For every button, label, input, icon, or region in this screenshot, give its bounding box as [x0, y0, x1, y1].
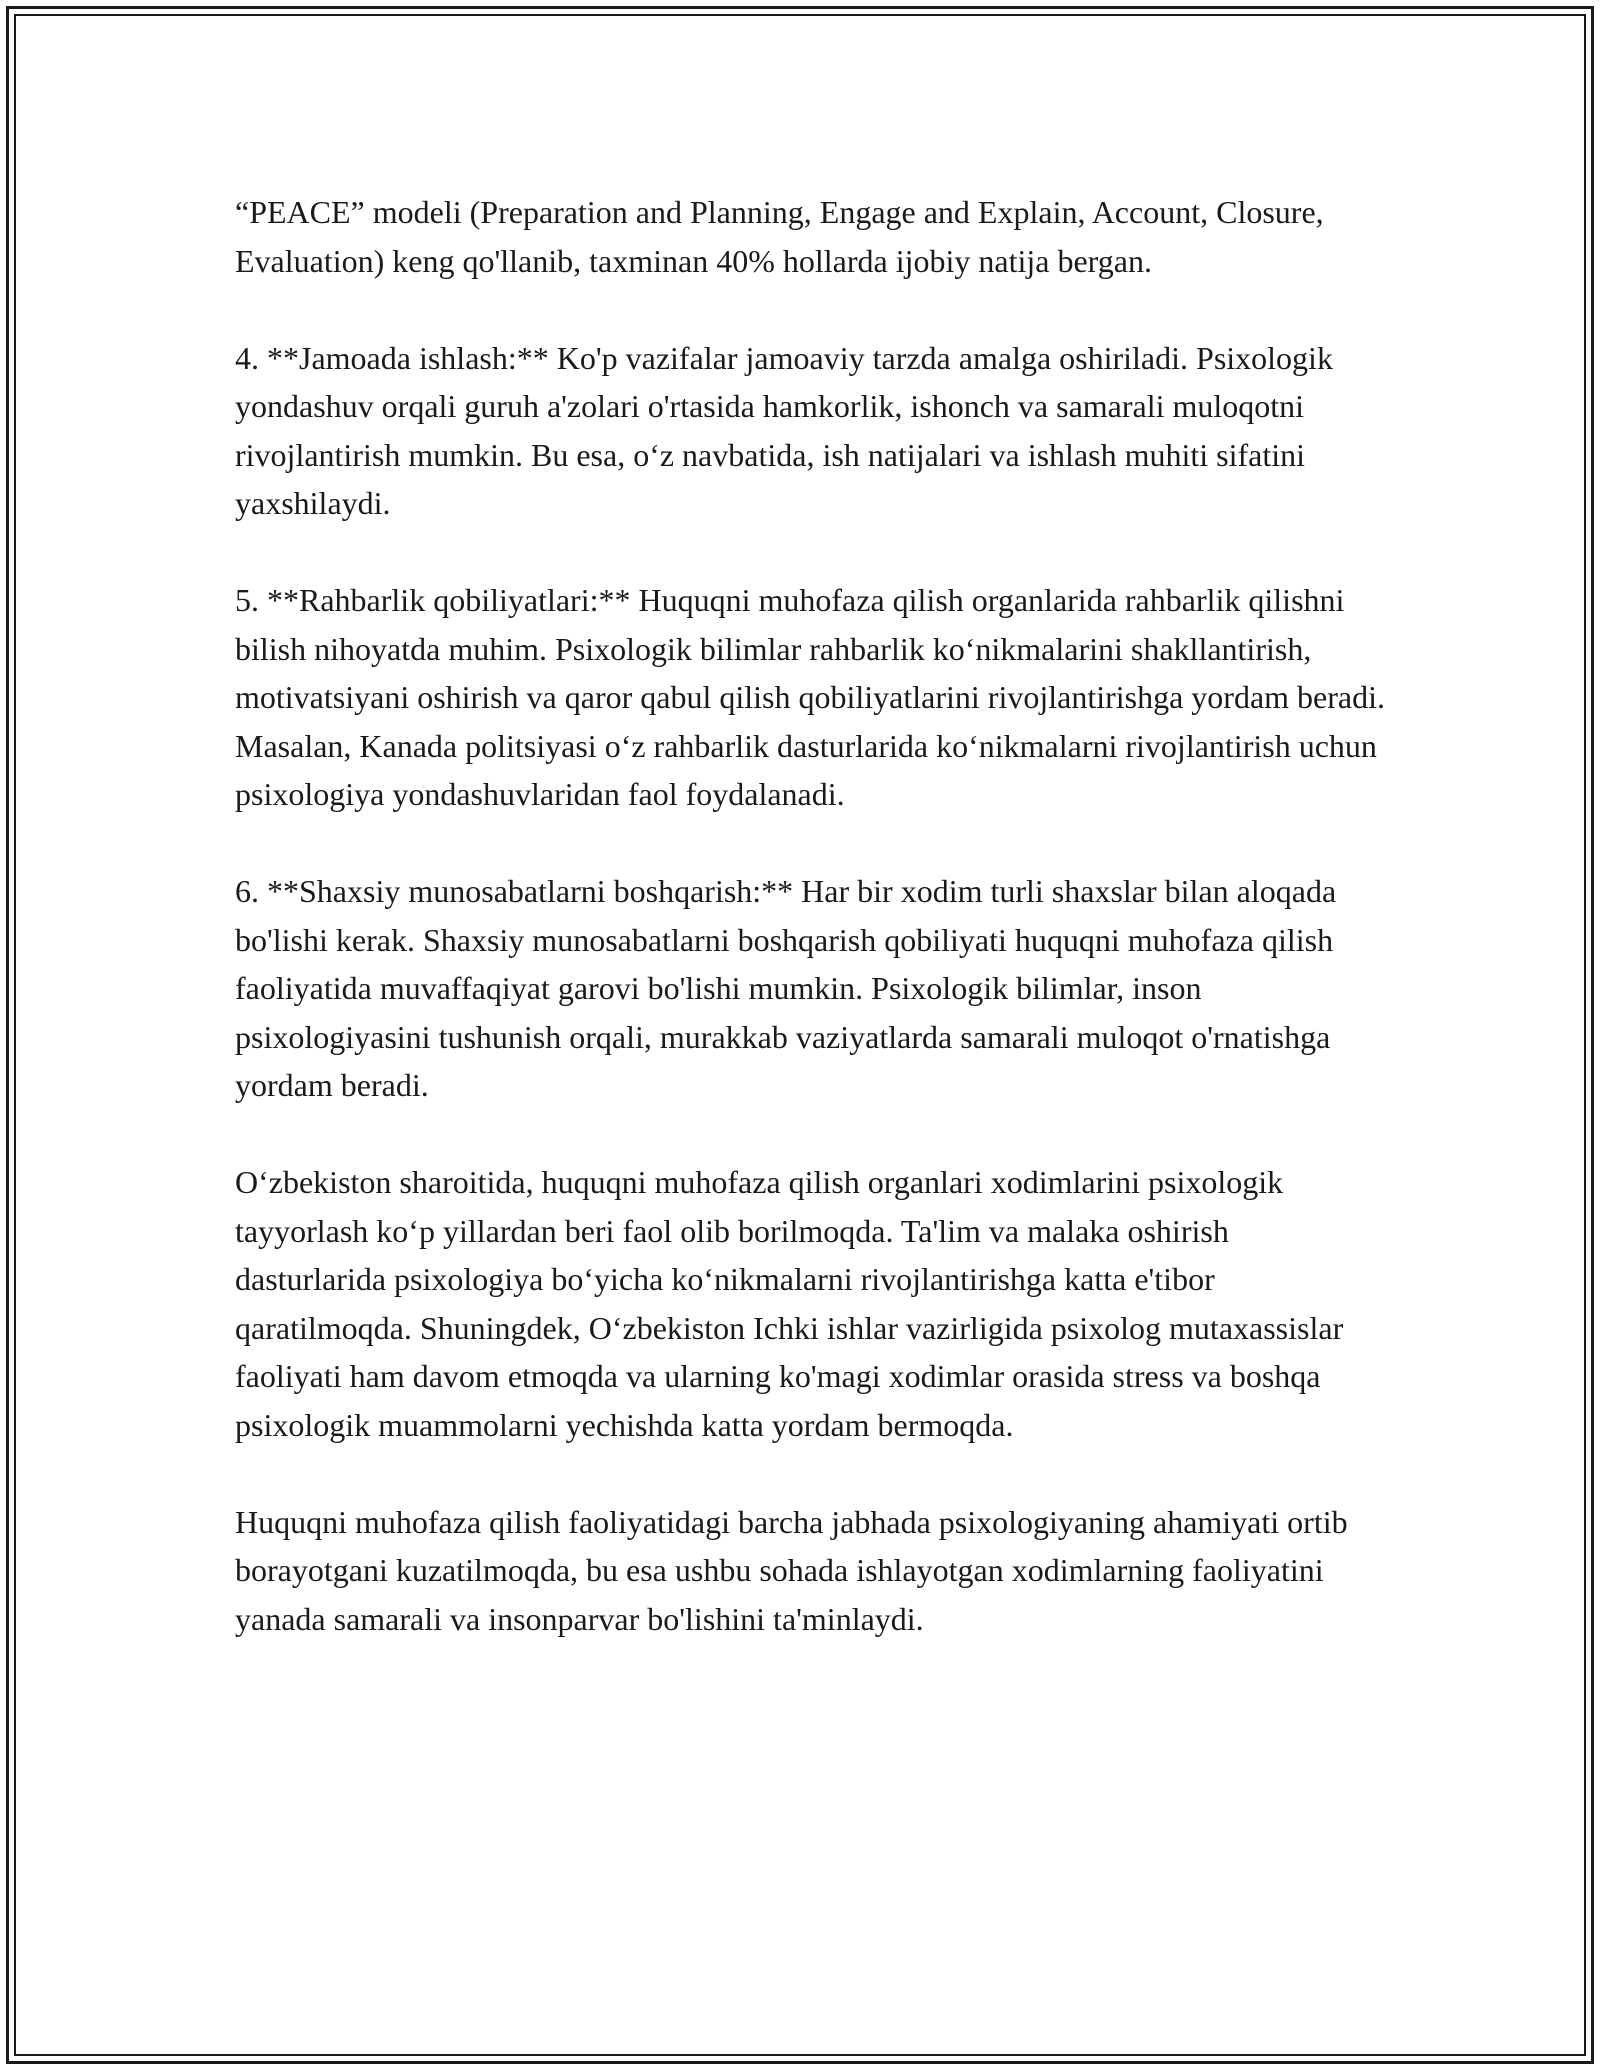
- paragraph-teamwork: 4. **Jamoada ishlash:** Ko'p vazifalar jamoaviy tarzda amalga oshiriladi. Psixologik yondashuv orqali guruh a'zolari o'rtasida hamkorlik, ishonch va samarali muloqotni rivojlantirish mumkin. Bu esa, o‘z navbatida, ish natijalari va ishlash muhiti sifatini yaxshilaydi.: [235, 339, 1333, 521]
- document-body: [235, 188, 1385, 1643]
- paragraph-leadership: 5. **Rahbarlik qobiliyatlari:** Huquqni muhofaza qilish organlarida rahbarlik qilishni bilish nihoyatda muhim. Psixologik bilimlar rahbarlik ko‘nikmalarini shakllantirish, motivatsiyani oshirish va qaror qabul qilish qobiliyatlarini rivojlantirishga yordam beradi. Masalan, Kanada politsiyasi o‘z rahbarlik dasturlarida ko‘nikmalarni rivojlantirish uchun psixologiya yondashuvlaridan faol foydalanadi.: [235, 582, 1385, 812]
- paragraph-conclusion: Huquqni muhofaza qilish faoliyatidagi barcha jabhada psixologiyaning ahamiyati ortib borayotgani kuzatilmoqda, bu esa ushbu sohada ishlayotgan xodimlarning faoliyatini yanada samarali va insonparvar bo'lishini ta'minlaydi.: [235, 1503, 1348, 1637]
- paragraph-personal-relations: 6. **Shaxsiy munosabatlarni boshqarish:** Har bir xodim turli shaxslar bilan aloqada bo'lishi kerak. Shaxsiy munosabatlarni boshqarish qobiliyati huquqni muhofaza qilish faoliyatida muvaffaqiyat garovi bo'lishi mumkin. Psixologik bilimlar, inson psixologiyasini tushunish orqali, murakkab vaziyatlarda samarali muloqot o'rnatishga yordam beradi.: [235, 873, 1337, 1103]
- paragraph-peace-model: “PEACE” modeli (Preparation and Planning, Engage and Explain, Account, Closure, Evaluation) keng qo'llanib, taxminan 40% hollarda ijobiy natija bergan.: [235, 194, 1324, 279]
- paragraph-uzbekistan: O‘zbekiston sharoitida, huquqni muhofaza qilish organlari xodimlarini psixologik tayyorlash ko‘p yillardan beri faol olib borilmoqda. Ta'lim va malaka oshirish dasturlarida psixologiya bo‘yicha ko‘nikmalarni rivojlantirishga katta e'tibor qaratilmoqda. Shuningdek, O‘zbekiston Ichki ishlar vazirligida psixolog mutaxassislar faoliyati ham davom etmoqda va ularning ko'magi xodimlar orasida stress va boshqa psixologik muammolarni yechishda katta yordam bermoqda.: [235, 1164, 1344, 1443]
